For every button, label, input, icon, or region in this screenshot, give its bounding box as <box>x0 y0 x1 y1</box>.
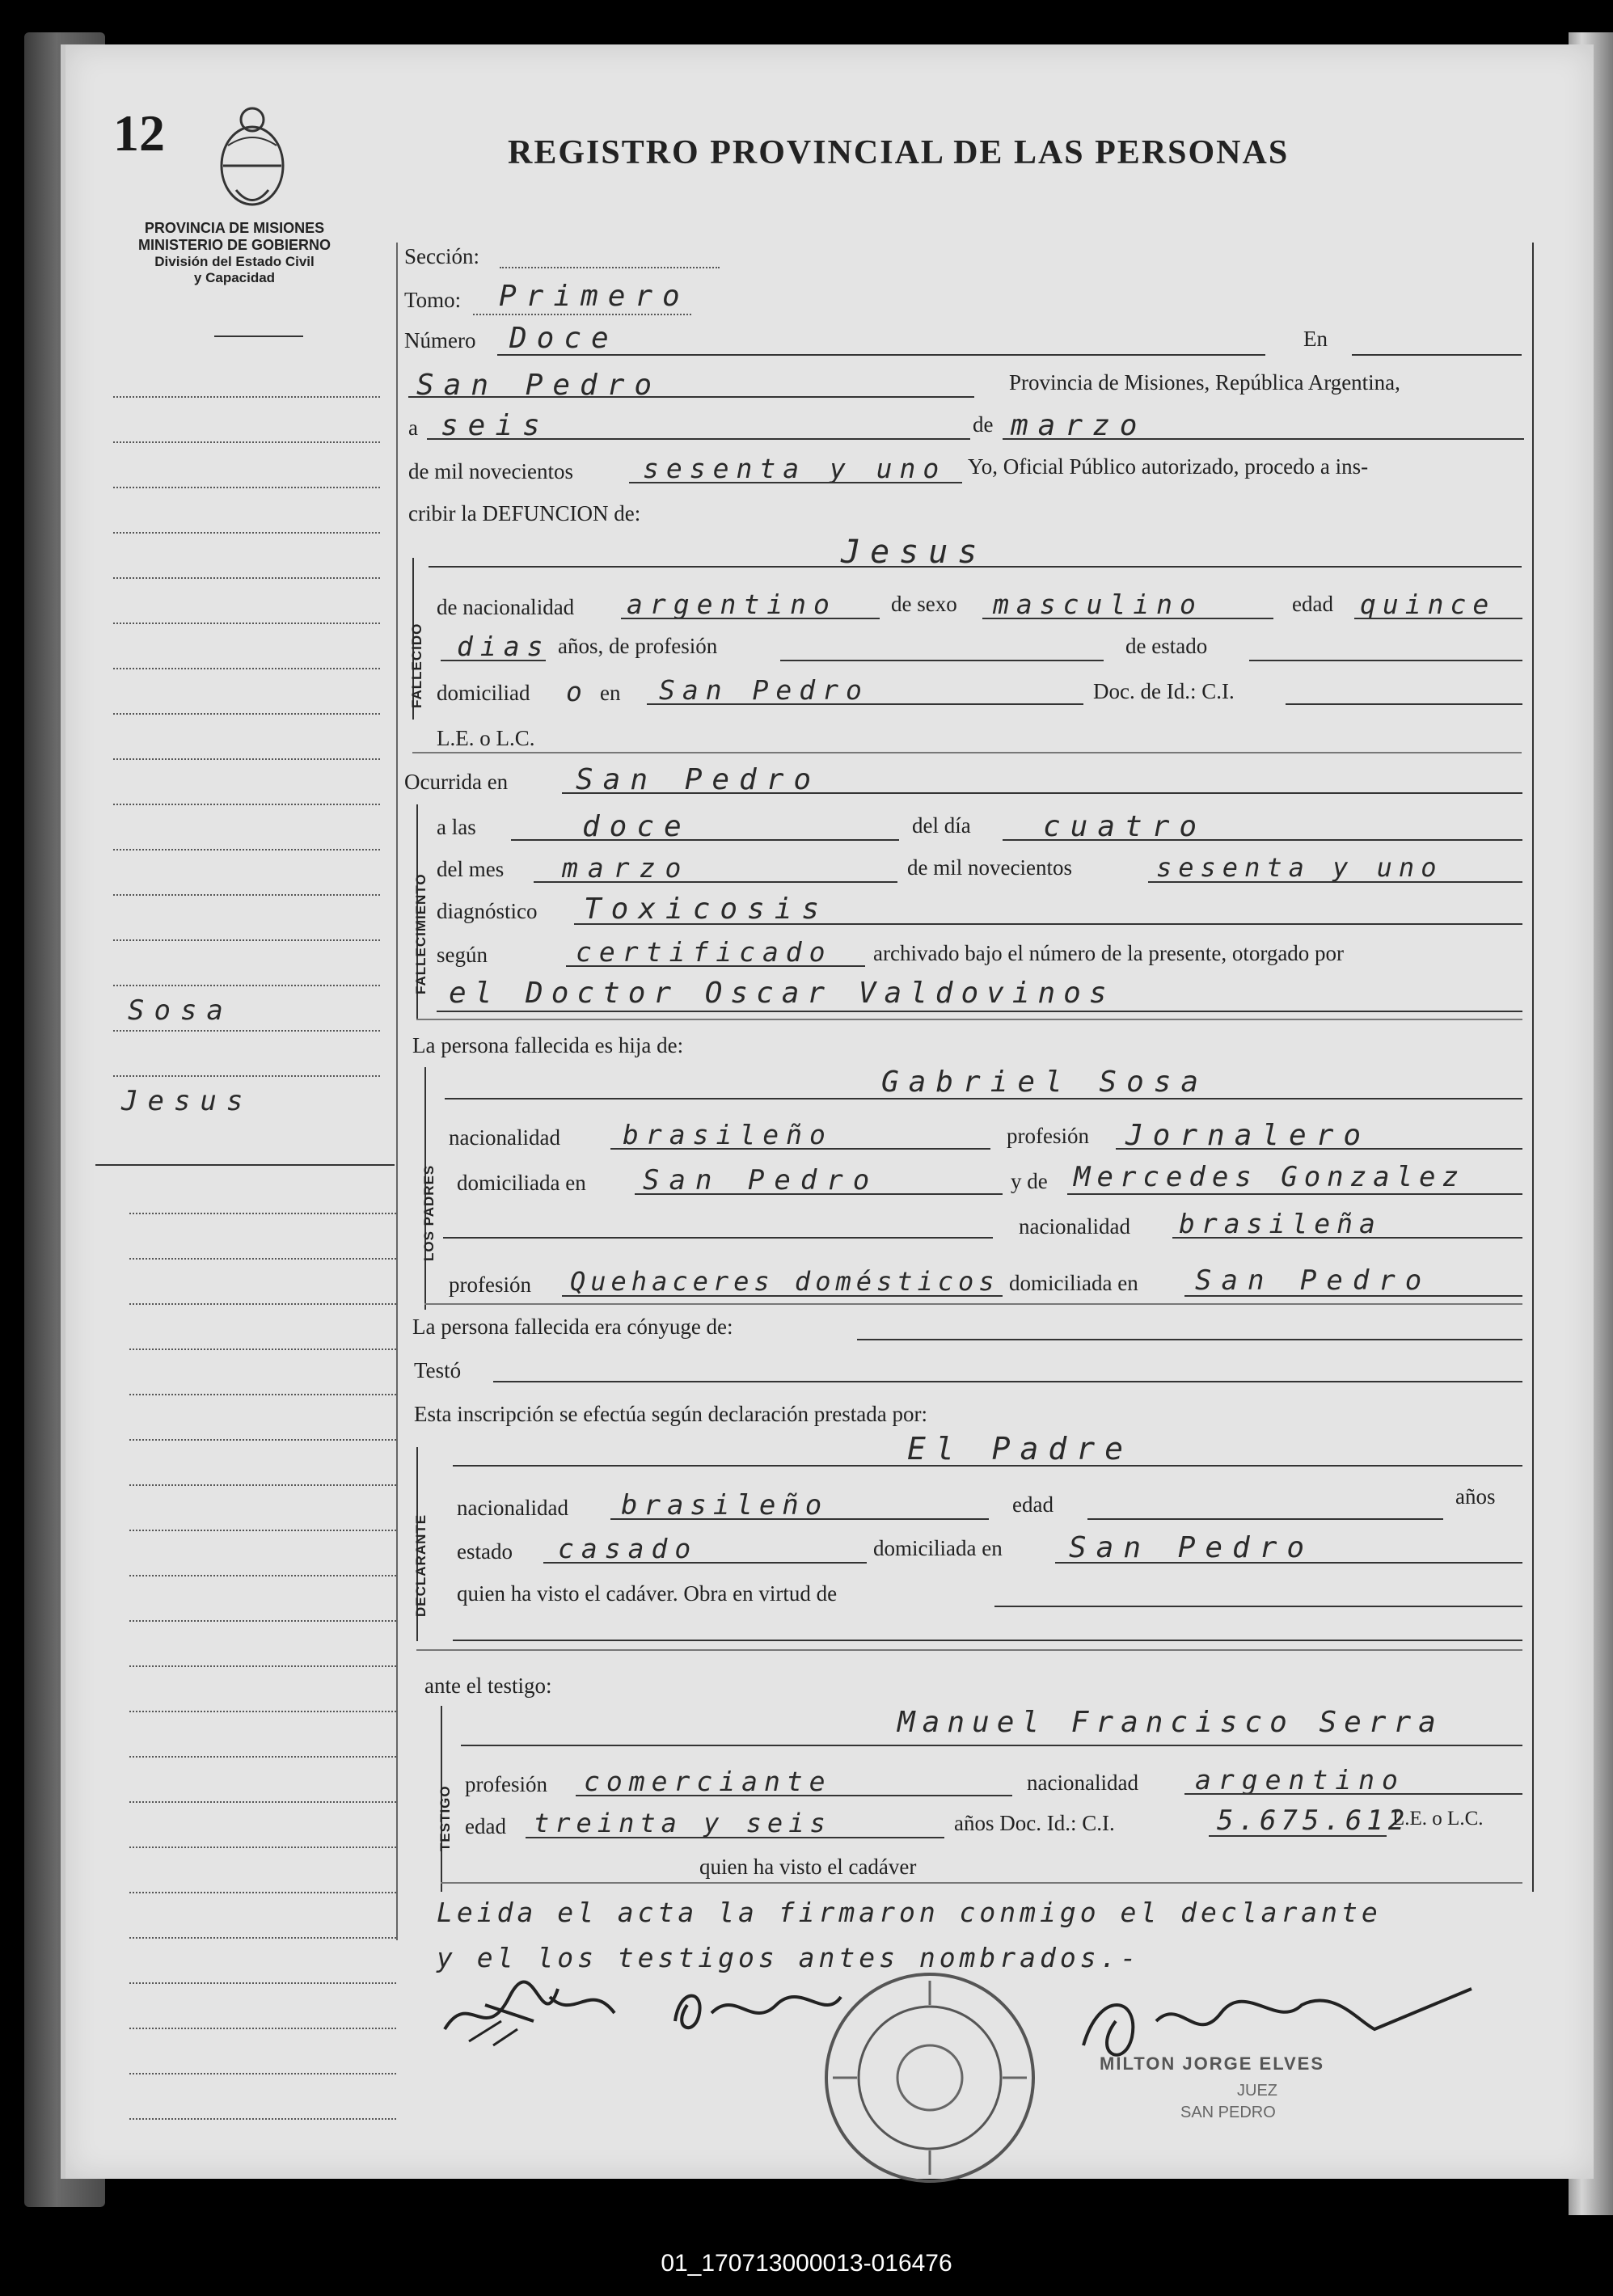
declarante-bottom-line <box>416 1649 1522 1651</box>
margin-rule-line <box>129 1258 396 1260</box>
diagnostico-line <box>574 923 1522 925</box>
mes-value: marzo <box>562 852 691 884</box>
ocurrida-value: San Pedro <box>576 763 821 796</box>
margin-rule-line <box>113 894 380 896</box>
margin-rule-line <box>113 985 380 986</box>
fallecido-nacionalidad-value: argentino <box>627 589 837 620</box>
madre-extra-line <box>443 1237 993 1239</box>
margin-rule-line <box>129 2118 396 2120</box>
day-field-line <box>427 438 970 440</box>
fallecimiento-tag: FALLECIMIENTO <box>413 873 429 994</box>
madre-domicilio-value: San Pedro <box>1195 1264 1432 1297</box>
issuer-block <box>129 220 340 286</box>
fallecido-le-label: L.E. o L.C. <box>437 726 535 750</box>
margin-rule-line <box>113 849 380 850</box>
year-field-line <box>629 482 962 483</box>
month-field-line <box>1003 438 1524 440</box>
dia-line <box>1003 839 1522 841</box>
fallecido-nacionalidad-line <box>621 618 880 619</box>
fallecido-estado-line <box>1249 660 1522 661</box>
testo-label: Testó <box>414 1358 462 1382</box>
fallecido-sexo-label: de sexo <box>891 592 957 616</box>
margin-rule-line <box>113 668 380 669</box>
margin-rule-line <box>129 1213 396 1214</box>
segun-value: certificado <box>576 936 833 968</box>
ocurrida-line <box>562 792 1522 794</box>
testigo-nacionalidad-value: argentino <box>1195 1764 1405 1796</box>
fallecido-bottom-line <box>412 752 1522 753</box>
margin-rule-line <box>129 1530 396 1531</box>
padres-tag: LOS PADRES <box>421 1164 437 1261</box>
madre-name-line <box>1067 1193 1522 1195</box>
en-field-line <box>1352 354 1522 356</box>
diagnostico-value: Toxicosis <box>584 893 830 926</box>
margin-rule-line <box>129 1394 396 1395</box>
tomo-value: Primero <box>499 280 690 313</box>
margin-rule-line <box>129 1575 396 1576</box>
declarante-name: El Padre <box>907 1431 1134 1467</box>
testigo-cadaver-text: quien ha visto el cadáver <box>699 1855 917 1879</box>
declarant-signature-icon <box>437 1973 631 2053</box>
declarante-edad-line <box>1087 1518 1443 1520</box>
closing-line-2: y el los testigos antes nombrados.- <box>437 1942 1141 1973</box>
place-field-line <box>408 396 974 398</box>
margin-rule-line <box>113 487 380 488</box>
fallecido-name-line <box>429 566 1522 568</box>
place-value: San Pedro <box>416 369 662 402</box>
numero-label: Número <box>404 328 476 352</box>
fallecido-name: Jesus <box>841 534 987 571</box>
a-label: a <box>408 416 418 440</box>
declarante-anos-label: años <box>1455 1484 1496 1509</box>
year-value: sesenta y uno <box>643 453 947 484</box>
declarante-obra-line <box>994 1606 1522 1607</box>
margin-surname: Sosa <box>128 994 233 1027</box>
fallecido-domicilio-value: San Pedro <box>659 674 869 706</box>
a-las-label: a las <box>437 815 476 839</box>
margin-rule-line <box>129 1303 396 1305</box>
testo-line <box>493 1381 1522 1382</box>
margin-rule-line <box>129 1801 396 1803</box>
testigo-edad-line <box>526 1837 944 1838</box>
conyuge-line <box>857 1339 1522 1340</box>
margin-given-name: Jesus <box>121 1085 253 1117</box>
tomo-label: Tomo: <box>404 288 462 312</box>
margin-rule-line <box>113 396 380 398</box>
en-label: En <box>1303 327 1328 351</box>
mes-line <box>534 881 897 883</box>
madre-profesion-line <box>562 1295 1003 1297</box>
declarante-tag: DECLARANTE <box>413 1513 429 1617</box>
form-right-border <box>1532 243 1534 1892</box>
margin-solid-rule <box>95 1164 395 1166</box>
coat-of-arms-icon <box>212 97 293 218</box>
margin-rule-line <box>129 1756 396 1758</box>
testigo-ci-value: 5.675.612 <box>1217 1804 1410 1837</box>
madre-domicilio-line <box>1184 1295 1522 1297</box>
provincia-text: Provincia de Misiones, República Argentina, <box>1009 370 1400 395</box>
padre-name-line <box>445 1098 1522 1099</box>
fallecido-profesion-line <box>780 660 1104 661</box>
margin-rule-line <box>129 2028 396 2029</box>
hora-line <box>511 839 899 841</box>
page-number: 12 <box>113 104 165 162</box>
margin-rule-line <box>113 758 380 760</box>
margin-rule-line <box>113 441 380 443</box>
madre-nacionalidad-label: nacionalidad <box>1019 1214 1130 1239</box>
margin-rule-line <box>129 1348 396 1350</box>
testigo-le-label: L.E. o L.C. <box>1392 1808 1484 1830</box>
archivado-text: archivado bajo el número de la presente, otorgado por <box>873 941 1345 965</box>
image-caption: 01_170713000013-016476 <box>0 2231 1613 2296</box>
padres-bottom-line <box>424 1303 1522 1305</box>
declarante-estado-label: estado <box>457 1539 513 1564</box>
testigo-profesion-value: comerciante <box>584 1766 832 1797</box>
form-left-border <box>396 243 398 1940</box>
fallecido-domiciliad-suffix: o <box>566 676 592 707</box>
testigo-heading: ante el testigo: <box>424 1673 552 1698</box>
madre-profesion-value: Quehaceres domésticos <box>570 1266 999 1297</box>
numero-value: Doce <box>509 322 619 355</box>
stamp-title: JUEZ <box>1237 2082 1277 2100</box>
padre-profesion-line <box>1116 1148 1522 1150</box>
hora-value: doce <box>582 810 691 843</box>
y-de-label: y de <box>1011 1169 1048 1193</box>
padres-heading: La persona fallecida es hija de: <box>412 1033 684 1057</box>
numero-field-line <box>497 354 1265 356</box>
seccion-label: Sección: <box>404 244 479 268</box>
fallecido-edad-line <box>1354 618 1522 619</box>
margin-rule-line <box>129 1892 396 1893</box>
testigo-name: Manuel Francisco Serra <box>897 1706 1443 1739</box>
fallecido-dias-value: dias <box>457 631 551 662</box>
fallecido-doc-line <box>1286 703 1522 705</box>
issuer-underline <box>214 336 303 337</box>
doctor-value: el Doctor Oscar Valdovinos <box>449 977 1115 1010</box>
testigo-bottom-line <box>441 1882 1522 1884</box>
closing-line-1: Leida el acta la firmaron conmigo el declarante <box>437 1897 1382 1928</box>
testigo-nacionalidad-line <box>1184 1793 1522 1795</box>
testigo-tag: TESTIGO <box>437 1785 453 1851</box>
padre-nacionalidad-line <box>610 1148 990 1150</box>
dia-value: cuatro <box>1043 810 1207 843</box>
declarante-estado-value: casado <box>558 1533 699 1564</box>
inscripcion-text: Esta inscripción se efectúa según declaración prestada por: <box>414 1402 927 1426</box>
padre-profesion-label: profesión <box>1007 1124 1089 1148</box>
testigo-profesion-line <box>576 1795 1012 1796</box>
fallecido-nacionalidad-label: de nacionalidad <box>437 595 575 619</box>
padre-domiciliada-label: domiciliada en <box>457 1171 586 1195</box>
form-title: REGISTRO PROVINCIAL DE LAS PERSONAS <box>508 134 1290 171</box>
declarante-edad-label: edad <box>1012 1492 1054 1517</box>
tomo-field-line <box>473 314 691 315</box>
testigo-ci-line <box>1209 1835 1387 1837</box>
fallecido-en-label: en <box>600 681 621 705</box>
fallecido-doc-label: Doc. de Id.: C.I. <box>1093 679 1235 703</box>
fallecido-anos-label: años, de profesión <box>558 634 718 658</box>
ocurrida-label: Ocurrida en <box>404 770 509 794</box>
segun-line <box>566 965 865 967</box>
testigo-anos-label: años Doc. Id.: C.I. <box>954 1811 1115 1835</box>
de-label: de <box>973 412 994 437</box>
margin-rule-line <box>113 1030 380 1032</box>
margin-rule-line <box>129 1620 396 1622</box>
declarante-domiciliada-label: domiciliada en <box>873 1536 1003 1560</box>
segun-label: según <box>437 943 488 967</box>
padre-name: Gabriel Sosa <box>881 1066 1209 1099</box>
testigo-nacionalidad-label: nacionalidad <box>1027 1771 1138 1795</box>
fallecido-estado-label: de estado <box>1125 634 1208 658</box>
declarante-nacionalidad-line <box>610 1518 989 1520</box>
issuer-line-1: PROVINCIA DE MISIONES <box>144 220 325 236</box>
del-dia-label: del día <box>912 813 971 838</box>
testigo-edad-label: edad <box>465 1814 506 1838</box>
issuer-line-4: y Capacidad <box>193 270 276 285</box>
declarante-estado-line <box>543 1562 867 1564</box>
padre-domicilio-line <box>635 1193 1003 1195</box>
madre-name: Mercedes Gonzalez <box>1074 1161 1465 1193</box>
madre-domiciliada-label: domiciliada en <box>1009 1271 1138 1295</box>
declarante-nacionalidad-label: nacionalidad <box>457 1496 568 1520</box>
padre-domicilio-value: San Pedro <box>643 1164 880 1197</box>
declarante-cadaver-text: quien ha visto el cadáver. Obra en virtud de <box>457 1581 838 1606</box>
testigo-name-line <box>461 1745 1522 1746</box>
declarante-name-line <box>453 1465 1522 1467</box>
margin-rule-line <box>113 713 380 715</box>
inscribir-text: cribir la DEFUNCION de: <box>408 501 641 525</box>
fallecido-sexo-line <box>982 618 1273 619</box>
fallecido-dias-line <box>441 660 546 661</box>
margin-rule-line <box>129 1982 396 1984</box>
anio-value: sesenta y uno <box>1156 852 1443 883</box>
madre-nacionalidad-value: brasileña <box>1179 1208 1382 1239</box>
margin-rule-line <box>113 577 380 579</box>
fallecido-edad-label: edad <box>1292 592 1333 616</box>
padre-nacionalidad-value: brasileño <box>623 1119 833 1150</box>
stamp-place: SAN PEDRO <box>1180 2104 1276 2121</box>
day-value: seis <box>441 409 550 442</box>
margin-rule-line <box>129 2073 396 2074</box>
fallecido-tag: FALLECIDO <box>409 623 424 708</box>
testigo-profesion-label: profesión <box>465 1772 547 1796</box>
margin-rule-line <box>129 1711 396 1712</box>
fallecido-domicilio-line <box>647 703 1083 705</box>
margin-rule-line <box>129 1937 396 1939</box>
month-value: marzo <box>1011 409 1147 442</box>
anio-line <box>1148 881 1522 883</box>
official-seal-icon <box>809 1956 1051 2199</box>
fallecimiento-bottom-line <box>416 1019 1522 1020</box>
margin-rule-line <box>113 1075 380 1077</box>
fallecimiento-mil-label: de mil novecientos <box>907 855 1072 880</box>
oficial-text: Yo, Oficial Público autorizado, procedo a ins- <box>968 454 1369 479</box>
margin-rule-line <box>129 1484 396 1486</box>
stamp-name: MILTON JORGE ELVES <box>1100 2053 1325 2074</box>
fallecido-domiciliad-label: domiciliad <box>437 681 530 705</box>
padre-nacionalidad-label: nacionalidad <box>449 1125 560 1150</box>
issuer-line-2: MINISTERIO DE GOBIERNO <box>137 237 331 253</box>
padre-profesion-value: Jornalero <box>1125 1119 1371 1152</box>
margin-rule-line <box>113 939 380 941</box>
declarante-domicilio-line <box>1055 1562 1522 1564</box>
declarante-nacionalidad-value: brasileño <box>621 1489 829 1522</box>
margin-rule-line <box>129 1847 396 1848</box>
margin-rule-line <box>113 623 380 624</box>
issuer-line-3: División del Estado Civil <box>154 254 315 269</box>
margin-rule-line <box>113 532 380 534</box>
declarante-domicilio-value: San Pedro <box>1069 1531 1315 1564</box>
del-mes-label: del mes <box>437 857 505 881</box>
declarante-extra-line <box>453 1640 1522 1641</box>
margin-rule-line <box>129 1439 396 1441</box>
mil-label: de mil novecientos <box>408 459 573 483</box>
testigo-edad-value: treinta y seis <box>534 1808 831 1838</box>
margin-rule-line <box>113 804 380 805</box>
margin-rule-line <box>129 1665 396 1667</box>
doctor-line <box>437 1011 1522 1012</box>
diagnostico-label: diagnóstico <box>437 899 538 923</box>
conyuge-label: La persona fallecida era cónyuge de: <box>412 1315 733 1339</box>
seccion-field-line <box>500 267 720 268</box>
madre-profesion-label: profesión <box>449 1273 531 1297</box>
madre-nacionalidad-line <box>1172 1237 1522 1239</box>
fallecido-sexo-value: masculino <box>993 589 1203 620</box>
fallecido-edad-value: quince <box>1360 589 1496 620</box>
